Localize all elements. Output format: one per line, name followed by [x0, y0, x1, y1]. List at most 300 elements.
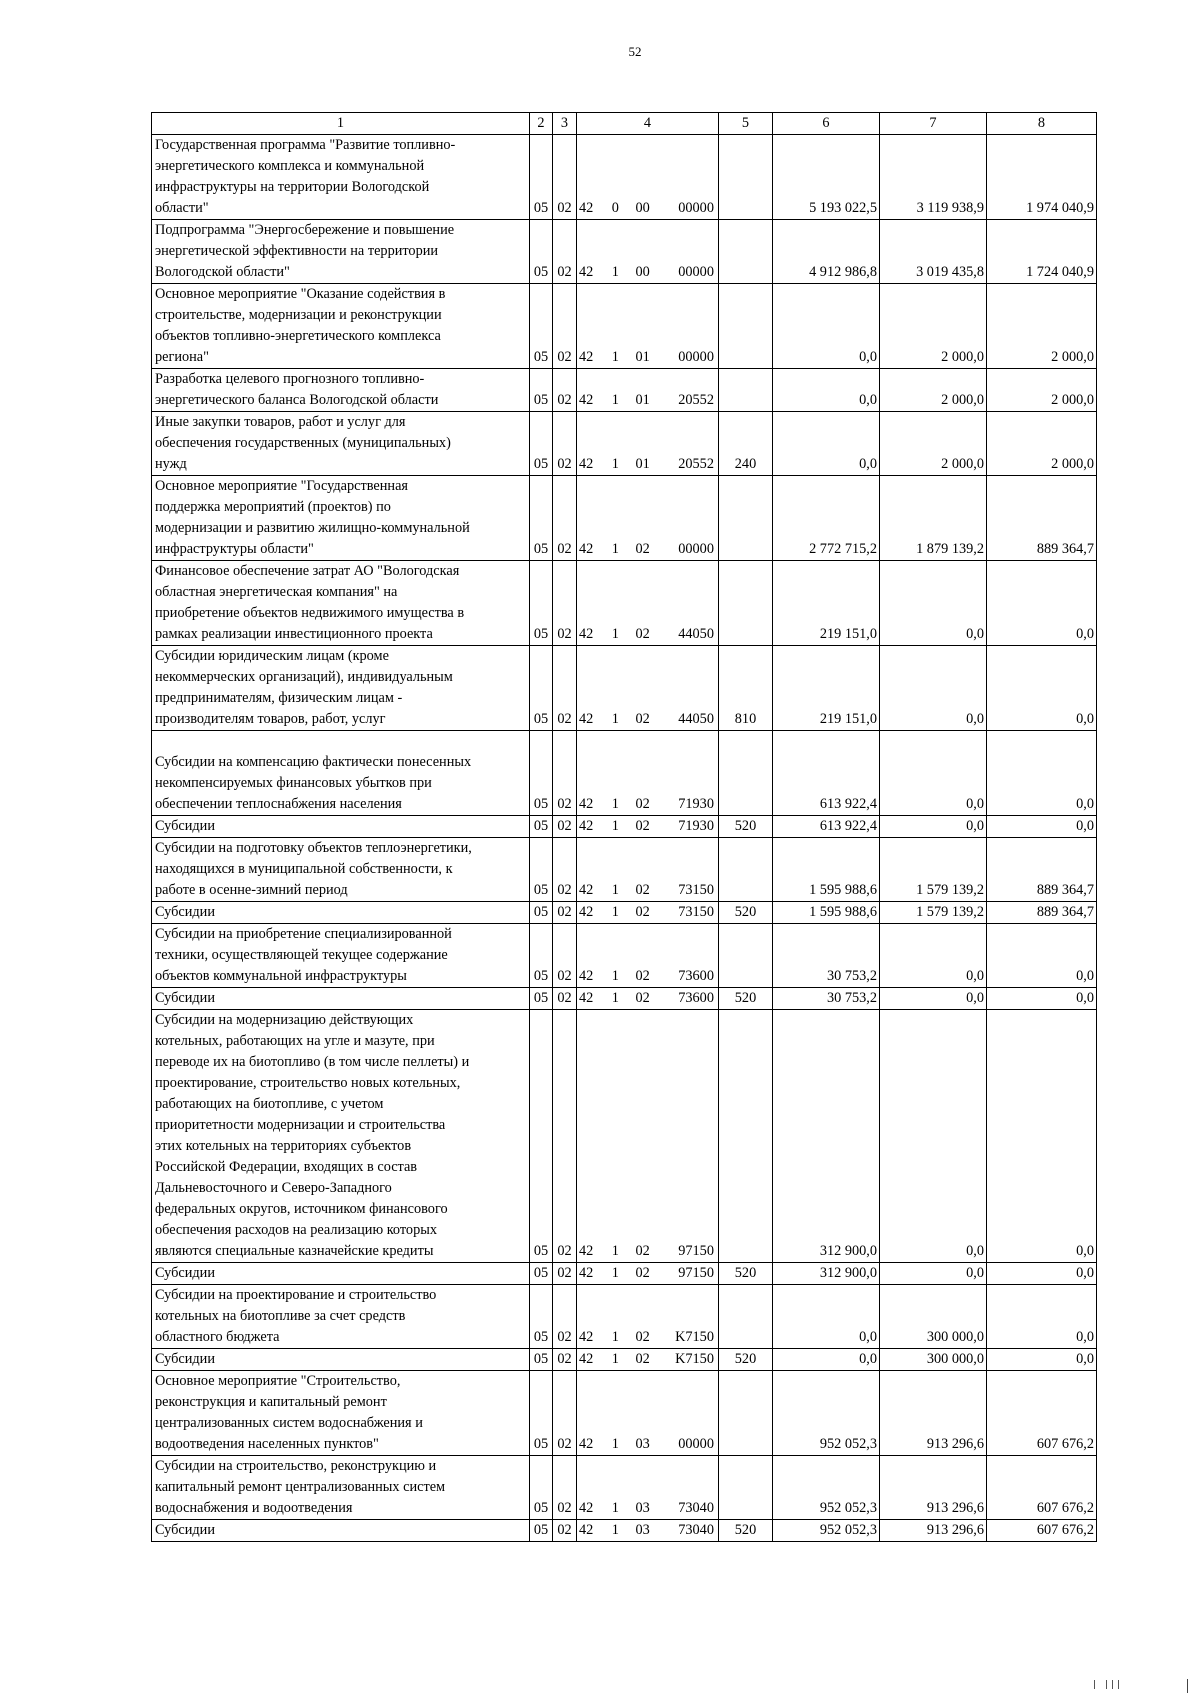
row-target-article: [577, 816, 719, 838]
row-expense-type: [719, 135, 773, 220]
row-expense-type: [719, 1371, 773, 1456]
row-amount-col7: 0,0: [880, 731, 987, 816]
code-activity: 02: [635, 968, 650, 984]
code-program: 42: [579, 392, 594, 408]
code-activity: 02: [635, 711, 650, 727]
row-amount-col8: 0,0: [987, 924, 1097, 988]
row-expense-type: [719, 924, 773, 988]
row-amount-col8: 1 724 040,9: [987, 220, 1097, 284]
row-amount-col7: 913 296,6: [880, 1371, 987, 1456]
row-subsection: 02: [553, 1520, 577, 1542]
row-section: 05: [530, 1456, 553, 1520]
code-subprogram: 1: [611, 264, 619, 280]
table-row: [152, 135, 1097, 220]
row-amount-col7: 0,0: [880, 924, 987, 988]
target-article-code: [577, 709, 718, 730]
row-section: 05: [530, 561, 553, 646]
row-amount-col8: 0,0: [987, 988, 1097, 1010]
code-subprogram: 1: [611, 1329, 619, 1345]
code-direction: 71930: [678, 818, 714, 834]
table-row: [152, 369, 1097, 412]
code-subprogram: 1: [611, 796, 619, 812]
row-expense-type: 520: [719, 816, 773, 838]
code-subprogram: 1: [611, 711, 619, 727]
table-row: [152, 1010, 1097, 1263]
row-name: Субсидии: [152, 1263, 530, 1285]
table-row: [152, 988, 1097, 1010]
row-amount-col7: 3 119 938,9: [880, 135, 987, 220]
code-subprogram: 1: [611, 456, 619, 472]
row-expense-type: [719, 369, 773, 412]
row-target-article: [577, 1520, 719, 1542]
code-subprogram: 1: [611, 882, 619, 898]
code-activity: 02: [635, 1351, 650, 1367]
row-amount-col8: 0,0: [987, 1263, 1097, 1285]
table-row: [152, 924, 1097, 988]
row-subsection: 02: [553, 135, 577, 220]
col-header-1: 1: [152, 113, 530, 135]
code-activity: 02: [635, 1265, 650, 1281]
row-subsection: 02: [553, 561, 577, 646]
row-section: 05: [530, 1263, 553, 1285]
row-amount-col8: 0,0: [987, 561, 1097, 646]
row-section: 05: [530, 135, 553, 220]
code-direction: 73150: [678, 882, 714, 898]
row-amount-col7: 913 296,6: [880, 1520, 987, 1542]
code-subprogram: 1: [611, 1265, 619, 1281]
table-row: [152, 816, 1097, 838]
row-expense-type: [719, 838, 773, 902]
row-target-article: [577, 1263, 719, 1285]
col-header-7: 7: [880, 113, 987, 135]
row-amount-col7: 2 000,0: [880, 284, 987, 369]
row-subsection: 02: [553, 412, 577, 476]
code-direction: 73040: [678, 1522, 714, 1538]
row-amount-col8: 607 676,2: [987, 1371, 1097, 1456]
row-amount-col7: 300 000,0: [880, 1349, 987, 1371]
row-subsection: 02: [553, 1263, 577, 1285]
code-direction: 00000: [678, 541, 714, 557]
row-amount-col6: 0,0: [773, 369, 880, 412]
code-activity: 02: [635, 904, 650, 920]
row-amount-col7: 1 579 139,2: [880, 838, 987, 902]
row-section: 05: [530, 902, 553, 924]
target-article-code: [577, 390, 718, 411]
table-row: [152, 1456, 1097, 1520]
code-program: 42: [579, 456, 594, 472]
row-amount-col6: 0,0: [773, 1349, 880, 1371]
code-direction: 73150: [678, 904, 714, 920]
row-name: Субсидии: [152, 816, 530, 838]
row-amount-col7: 913 296,6: [880, 1456, 987, 1520]
code-subprogram: 0: [611, 200, 619, 216]
code-direction: 44050: [678, 711, 714, 727]
row-amount-col8: 889 364,7: [987, 838, 1097, 902]
row-section: 05: [530, 284, 553, 369]
code-direction: K7150: [675, 1351, 714, 1367]
row-expense-type: 520: [719, 988, 773, 1010]
code-program: 42: [579, 349, 594, 365]
target-article-code: [577, 966, 718, 987]
row-subsection: 02: [553, 731, 577, 816]
code-direction: 00000: [678, 1436, 714, 1452]
row-target-article: [577, 369, 719, 412]
target-article-code: [577, 1241, 718, 1262]
row-subsection: 02: [553, 988, 577, 1010]
row-name: Субсидии на подготовку объектов теплоэнергетики, находящихся в муниципальной собственности, к работе в осенне-зимний период: [152, 838, 530, 902]
row-expense-type: [719, 561, 773, 646]
row-amount-col7: 0,0: [880, 1010, 987, 1263]
row-expense-type: [719, 1456, 773, 1520]
code-activity: 02: [635, 818, 650, 834]
row-target-article: [577, 924, 719, 988]
row-amount-col8: 0,0: [987, 646, 1097, 731]
row-amount-col6: 613 922,4: [773, 731, 880, 816]
row-expense-type: 520: [719, 1263, 773, 1285]
row-amount-col7: 0,0: [880, 561, 987, 646]
code-direction: 71930: [678, 796, 714, 812]
row-target-article: [577, 135, 719, 220]
row-name: Субсидии на модернизацию действующих котельных, работающих на угле и мазуте, при переводе их на биотопливо (в том числе пеллеты) и проектирование, строительство новых котельных, работающих на биотопливе, с учетом приоритетности модернизации и строительства этих котельных на территориях субъектов Российской Федерации, входящих в состав Дальневосточного и Северо-Западного федеральных округов, источником финансового обеспечения расходов на реализацию которых являются специальные казначейские кредиты: [152, 1010, 530, 1263]
row-target-article: [577, 561, 719, 646]
row-section: 05: [530, 1520, 553, 1542]
scan-mark: [1090, 1679, 1130, 1689]
col-header-4: 4: [577, 113, 719, 135]
row-subsection: 02: [553, 1456, 577, 1520]
row-section: 05: [530, 1349, 553, 1371]
table-row: [152, 561, 1097, 646]
row-expense-type: 520: [719, 1349, 773, 1371]
row-amount-col8: 0,0: [987, 1010, 1097, 1263]
row-amount-col6: 0,0: [773, 1285, 880, 1349]
row-section: 05: [530, 816, 553, 838]
row-amount-col8: 0,0: [987, 731, 1097, 816]
code-subprogram: 1: [611, 1351, 619, 1367]
code-program: 42: [579, 1243, 594, 1259]
code-activity: 02: [635, 882, 650, 898]
code-subprogram: 1: [611, 968, 619, 984]
row-name: Субсидии на проектирование и строительство котельных на биотопливе за счет средств областного бюджета: [152, 1285, 530, 1349]
col-header-5: 5: [719, 113, 773, 135]
row-name: Субсидии юридическим лицам (кроме некоммерческих организаций), индивидуальным предпринимателям, физическим лицам - производителям товаров, работ, услуг: [152, 646, 530, 731]
code-program: 42: [579, 1265, 594, 1281]
col-header-2: 2: [530, 113, 553, 135]
row-expense-type: [719, 220, 773, 284]
target-article-code: [577, 624, 718, 645]
code-program: 42: [579, 541, 594, 557]
code-activity: 01: [635, 349, 650, 365]
code-program: 42: [579, 264, 594, 280]
row-section: 05: [530, 220, 553, 284]
target-article-code: [577, 539, 718, 560]
code-program: 42: [579, 626, 594, 642]
row-subsection: 02: [553, 1349, 577, 1371]
row-amount-col7: 1 579 139,2: [880, 902, 987, 924]
code-subprogram: 1: [611, 349, 619, 365]
row-name: Государственная программа "Развитие топливно- энергетического комплекса и коммунальной инфраструктуры на территории Вологодской области": [152, 135, 530, 220]
target-article-code: [577, 198, 718, 219]
row-name: Основное мероприятие "Государственная поддержка мероприятий (проектов) по модернизации и развитию жилищно-коммунальной инфраструктуры области": [152, 476, 530, 561]
table-row: [152, 284, 1097, 369]
code-subprogram: 1: [611, 818, 619, 834]
row-section: 05: [530, 731, 553, 816]
page-number: 52: [628, 44, 642, 59]
row-name: Субсидии на компенсацию фактически понесенных некомпенсируемых финансовых убытков при обеспечении теплоснабжения населения: [152, 731, 530, 816]
row-amount-col6: 952 052,3: [773, 1520, 880, 1542]
code-program: 42: [579, 1351, 594, 1367]
table-row: [152, 731, 1097, 816]
code-direction: 73600: [678, 968, 714, 984]
code-activity: 02: [635, 626, 650, 642]
row-expense-type: 520: [719, 1520, 773, 1542]
row-subsection: 02: [553, 220, 577, 284]
row-target-article: [577, 988, 719, 1010]
col-header-8: 8: [987, 113, 1097, 135]
row-section: 05: [530, 924, 553, 988]
row-subsection: 02: [553, 369, 577, 412]
row-target-article: [577, 1456, 719, 1520]
row-expense-type: [719, 284, 773, 369]
code-direction: 97150: [678, 1265, 714, 1281]
code-program: 42: [579, 796, 594, 812]
code-activity: 01: [635, 456, 650, 472]
code-direction: 73040: [678, 1500, 714, 1516]
code-activity: 02: [635, 1329, 650, 1345]
row-target-article: [577, 1010, 719, 1263]
row-amount-col6: 5 193 022,5: [773, 135, 880, 220]
row-amount-col7: 0,0: [880, 816, 987, 838]
code-program: 42: [579, 818, 594, 834]
table-header-row: [152, 113, 1097, 135]
row-section: 05: [530, 646, 553, 731]
code-program: 42: [579, 1329, 594, 1345]
code-subprogram: 1: [611, 904, 619, 920]
col-header-3: 3: [553, 113, 577, 135]
code-activity: 02: [635, 990, 650, 1006]
target-article-code: [577, 988, 718, 1009]
target-article-code: [577, 454, 718, 475]
row-amount-col7: 1 879 139,2: [880, 476, 987, 561]
code-subprogram: 1: [611, 1243, 619, 1259]
table-row: [152, 412, 1097, 476]
code-subprogram: 1: [611, 990, 619, 1006]
row-name: Разработка целевого прогнозного топливно- энергетического баланса Вологодской области: [152, 369, 530, 412]
row-amount-col8: 0,0: [987, 816, 1097, 838]
table-row: [152, 1371, 1097, 1456]
row-expense-type: 240: [719, 412, 773, 476]
row-name: Основное мероприятие "Оказание содействия в строительстве, модернизации и реконструкции объектов топливно-энергетического комплекса региона": [152, 284, 530, 369]
table-row: [152, 1349, 1097, 1371]
code-subprogram: 1: [611, 1522, 619, 1538]
row-target-article: [577, 902, 719, 924]
code-direction: 73600: [678, 990, 714, 1006]
row-amount-col6: 1 595 988,6: [773, 838, 880, 902]
row-amount-col8: 889 364,7: [987, 476, 1097, 561]
row-subsection: 02: [553, 646, 577, 731]
row-name: Субсидии: [152, 902, 530, 924]
code-activity: 03: [635, 1522, 650, 1538]
code-activity: 00: [635, 264, 650, 280]
row-amount-col8: 2 000,0: [987, 369, 1097, 412]
row-name: Подпрограмма "Энергосбережение и повышение энергетической эффективности на территории Вологодской области": [152, 220, 530, 284]
row-target-article: [577, 731, 719, 816]
budget-table: [151, 112, 1097, 1542]
code-activity: 02: [635, 796, 650, 812]
row-name: Субсидии: [152, 1520, 530, 1542]
target-article-code: [577, 1520, 718, 1541]
row-subsection: 02: [553, 902, 577, 924]
code-activity: 01: [635, 392, 650, 408]
row-expense-type: [719, 476, 773, 561]
row-expense-type: [719, 1010, 773, 1263]
target-article-code: [577, 262, 718, 283]
row-section: 05: [530, 1285, 553, 1349]
row-amount-col8: 607 676,2: [987, 1520, 1097, 1542]
row-amount-col8: 2 000,0: [987, 284, 1097, 369]
target-article-code: [577, 347, 718, 368]
row-target-article: [577, 284, 719, 369]
row-amount-col6: 4 912 986,8: [773, 220, 880, 284]
row-amount-col6: 1 595 988,6: [773, 902, 880, 924]
row-amount-col7: 2 000,0: [880, 369, 987, 412]
code-direction: 00000: [678, 264, 714, 280]
row-expense-type: 520: [719, 902, 773, 924]
code-program: 42: [579, 711, 594, 727]
code-direction: 20552: [678, 456, 714, 472]
row-expense-type: [719, 731, 773, 816]
code-subprogram: 1: [611, 1500, 619, 1516]
table-row: [152, 1263, 1097, 1285]
code-direction: 20552: [678, 392, 714, 408]
row-amount-col6: 952 052,3: [773, 1456, 880, 1520]
row-name: Субсидии на строительство, реконструкцию и капитальный ремонт централизованных систем водоснабжения и водоотведения: [152, 1456, 530, 1520]
code-activity: 00: [635, 200, 650, 216]
table-row: [152, 646, 1097, 731]
code-activity: 03: [635, 1500, 650, 1516]
row-subsection: 02: [553, 1371, 577, 1456]
code-activity: 02: [635, 541, 650, 557]
row-subsection: 02: [553, 838, 577, 902]
code-direction: K7150: [675, 1329, 714, 1345]
code-program: 42: [579, 968, 594, 984]
row-amount-col7: 0,0: [880, 988, 987, 1010]
row-subsection: 02: [553, 924, 577, 988]
code-direction: 00000: [678, 200, 714, 216]
target-article-code: [577, 880, 718, 901]
row-target-article: [577, 412, 719, 476]
code-program: 42: [579, 1436, 594, 1452]
row-amount-col6: 613 922,4: [773, 816, 880, 838]
row-name: Субсидии: [152, 1349, 530, 1371]
row-amount-col8: 2 000,0: [987, 412, 1097, 476]
table-row: [152, 838, 1097, 902]
code-activity: 02: [635, 1243, 650, 1259]
table-body: [152, 135, 1097, 1542]
row-section: 05: [530, 1371, 553, 1456]
row-amount-col6: 312 900,0: [773, 1263, 880, 1285]
code-subprogram: 1: [611, 541, 619, 557]
row-name: Субсидии на приобретение специализированной техники, осуществляющей текущее содержание объектов коммунальной инфраструктуры: [152, 924, 530, 988]
row-subsection: 02: [553, 816, 577, 838]
code-activity: 03: [635, 1436, 650, 1452]
col-header-6: 6: [773, 113, 880, 135]
row-amount-col6: 30 753,2: [773, 924, 880, 988]
target-article-code: [577, 1327, 718, 1348]
code-program: 42: [579, 1522, 594, 1538]
row-amount-col6: 219 151,0: [773, 646, 880, 731]
row-amount-col6: 0,0: [773, 284, 880, 369]
code-program: 42: [579, 200, 594, 216]
row-amount-col6: 952 052,3: [773, 1371, 880, 1456]
row-target-article: [577, 1285, 719, 1349]
row-name: Субсидии: [152, 988, 530, 1010]
row-amount-col6: 312 900,0: [773, 1010, 880, 1263]
code-subprogram: 1: [611, 1436, 619, 1452]
target-article-code: [577, 1263, 718, 1284]
row-amount-col6: 0,0: [773, 412, 880, 476]
row-amount-col8: 889 364,7: [987, 902, 1097, 924]
row-amount-col7: 0,0: [880, 1263, 987, 1285]
row-target-article: [577, 646, 719, 731]
code-program: 42: [579, 882, 594, 898]
row-target-article: [577, 476, 719, 561]
row-section: 05: [530, 476, 553, 561]
row-amount-col6: 30 753,2: [773, 988, 880, 1010]
code-subprogram: 1: [611, 392, 619, 408]
code-program: 42: [579, 904, 594, 920]
row-amount-col8: 0,0: [987, 1349, 1097, 1371]
code-direction: 00000: [678, 349, 714, 365]
row-amount-col8: 607 676,2: [987, 1456, 1097, 1520]
row-subsection: 02: [553, 284, 577, 369]
code-direction: 44050: [678, 626, 714, 642]
code-program: 42: [579, 1500, 594, 1516]
row-target-article: [577, 838, 719, 902]
row-amount-col6: 219 151,0: [773, 561, 880, 646]
target-article-code: [577, 1434, 718, 1455]
table-row: [152, 476, 1097, 561]
row-section: 05: [530, 369, 553, 412]
code-program: 42: [579, 990, 594, 1006]
row-section: 05: [530, 412, 553, 476]
target-article-code: [577, 816, 718, 837]
row-amount-col7: 300 000,0: [880, 1285, 987, 1349]
row-amount-col7: 3 019 435,8: [880, 220, 987, 284]
target-article-code: [577, 902, 718, 923]
target-article-code: [577, 1349, 718, 1370]
row-expense-type: [719, 1285, 773, 1349]
row-amount-col7: 0,0: [880, 646, 987, 731]
row-expense-type: 810: [719, 646, 773, 731]
row-amount-col6: 2 772 715,2: [773, 476, 880, 561]
table-row: [152, 1285, 1097, 1349]
row-target-article: [577, 1371, 719, 1456]
table-row: [152, 1520, 1097, 1542]
scan-edge-mark: [1187, 1679, 1188, 1693]
row-name: Основное мероприятие "Строительство, реконструкция и капитальный ремонт централизованных систем водоснабжения и водоотведения населенных пунктов": [152, 1371, 530, 1456]
row-section: 05: [530, 988, 553, 1010]
row-subsection: 02: [553, 476, 577, 561]
row-target-article: [577, 1349, 719, 1371]
row-amount-col8: 1 974 040,9: [987, 135, 1097, 220]
code-subprogram: 1: [611, 626, 619, 642]
row-name: Финансовое обеспечение затрат АО "Вологодская областная энергетическая компания" на приобретение объектов недвижимого имущества в рамках реализации инвестиционного проекта: [152, 561, 530, 646]
target-article-code: [577, 794, 718, 815]
row-amount-col7: 2 000,0: [880, 412, 987, 476]
target-article-code: [577, 1498, 718, 1519]
row-amount-col8: 0,0: [987, 1285, 1097, 1349]
row-name: Иные закупки товаров, работ и услуг для обеспечения государственных (муниципальных) нужд: [152, 412, 530, 476]
